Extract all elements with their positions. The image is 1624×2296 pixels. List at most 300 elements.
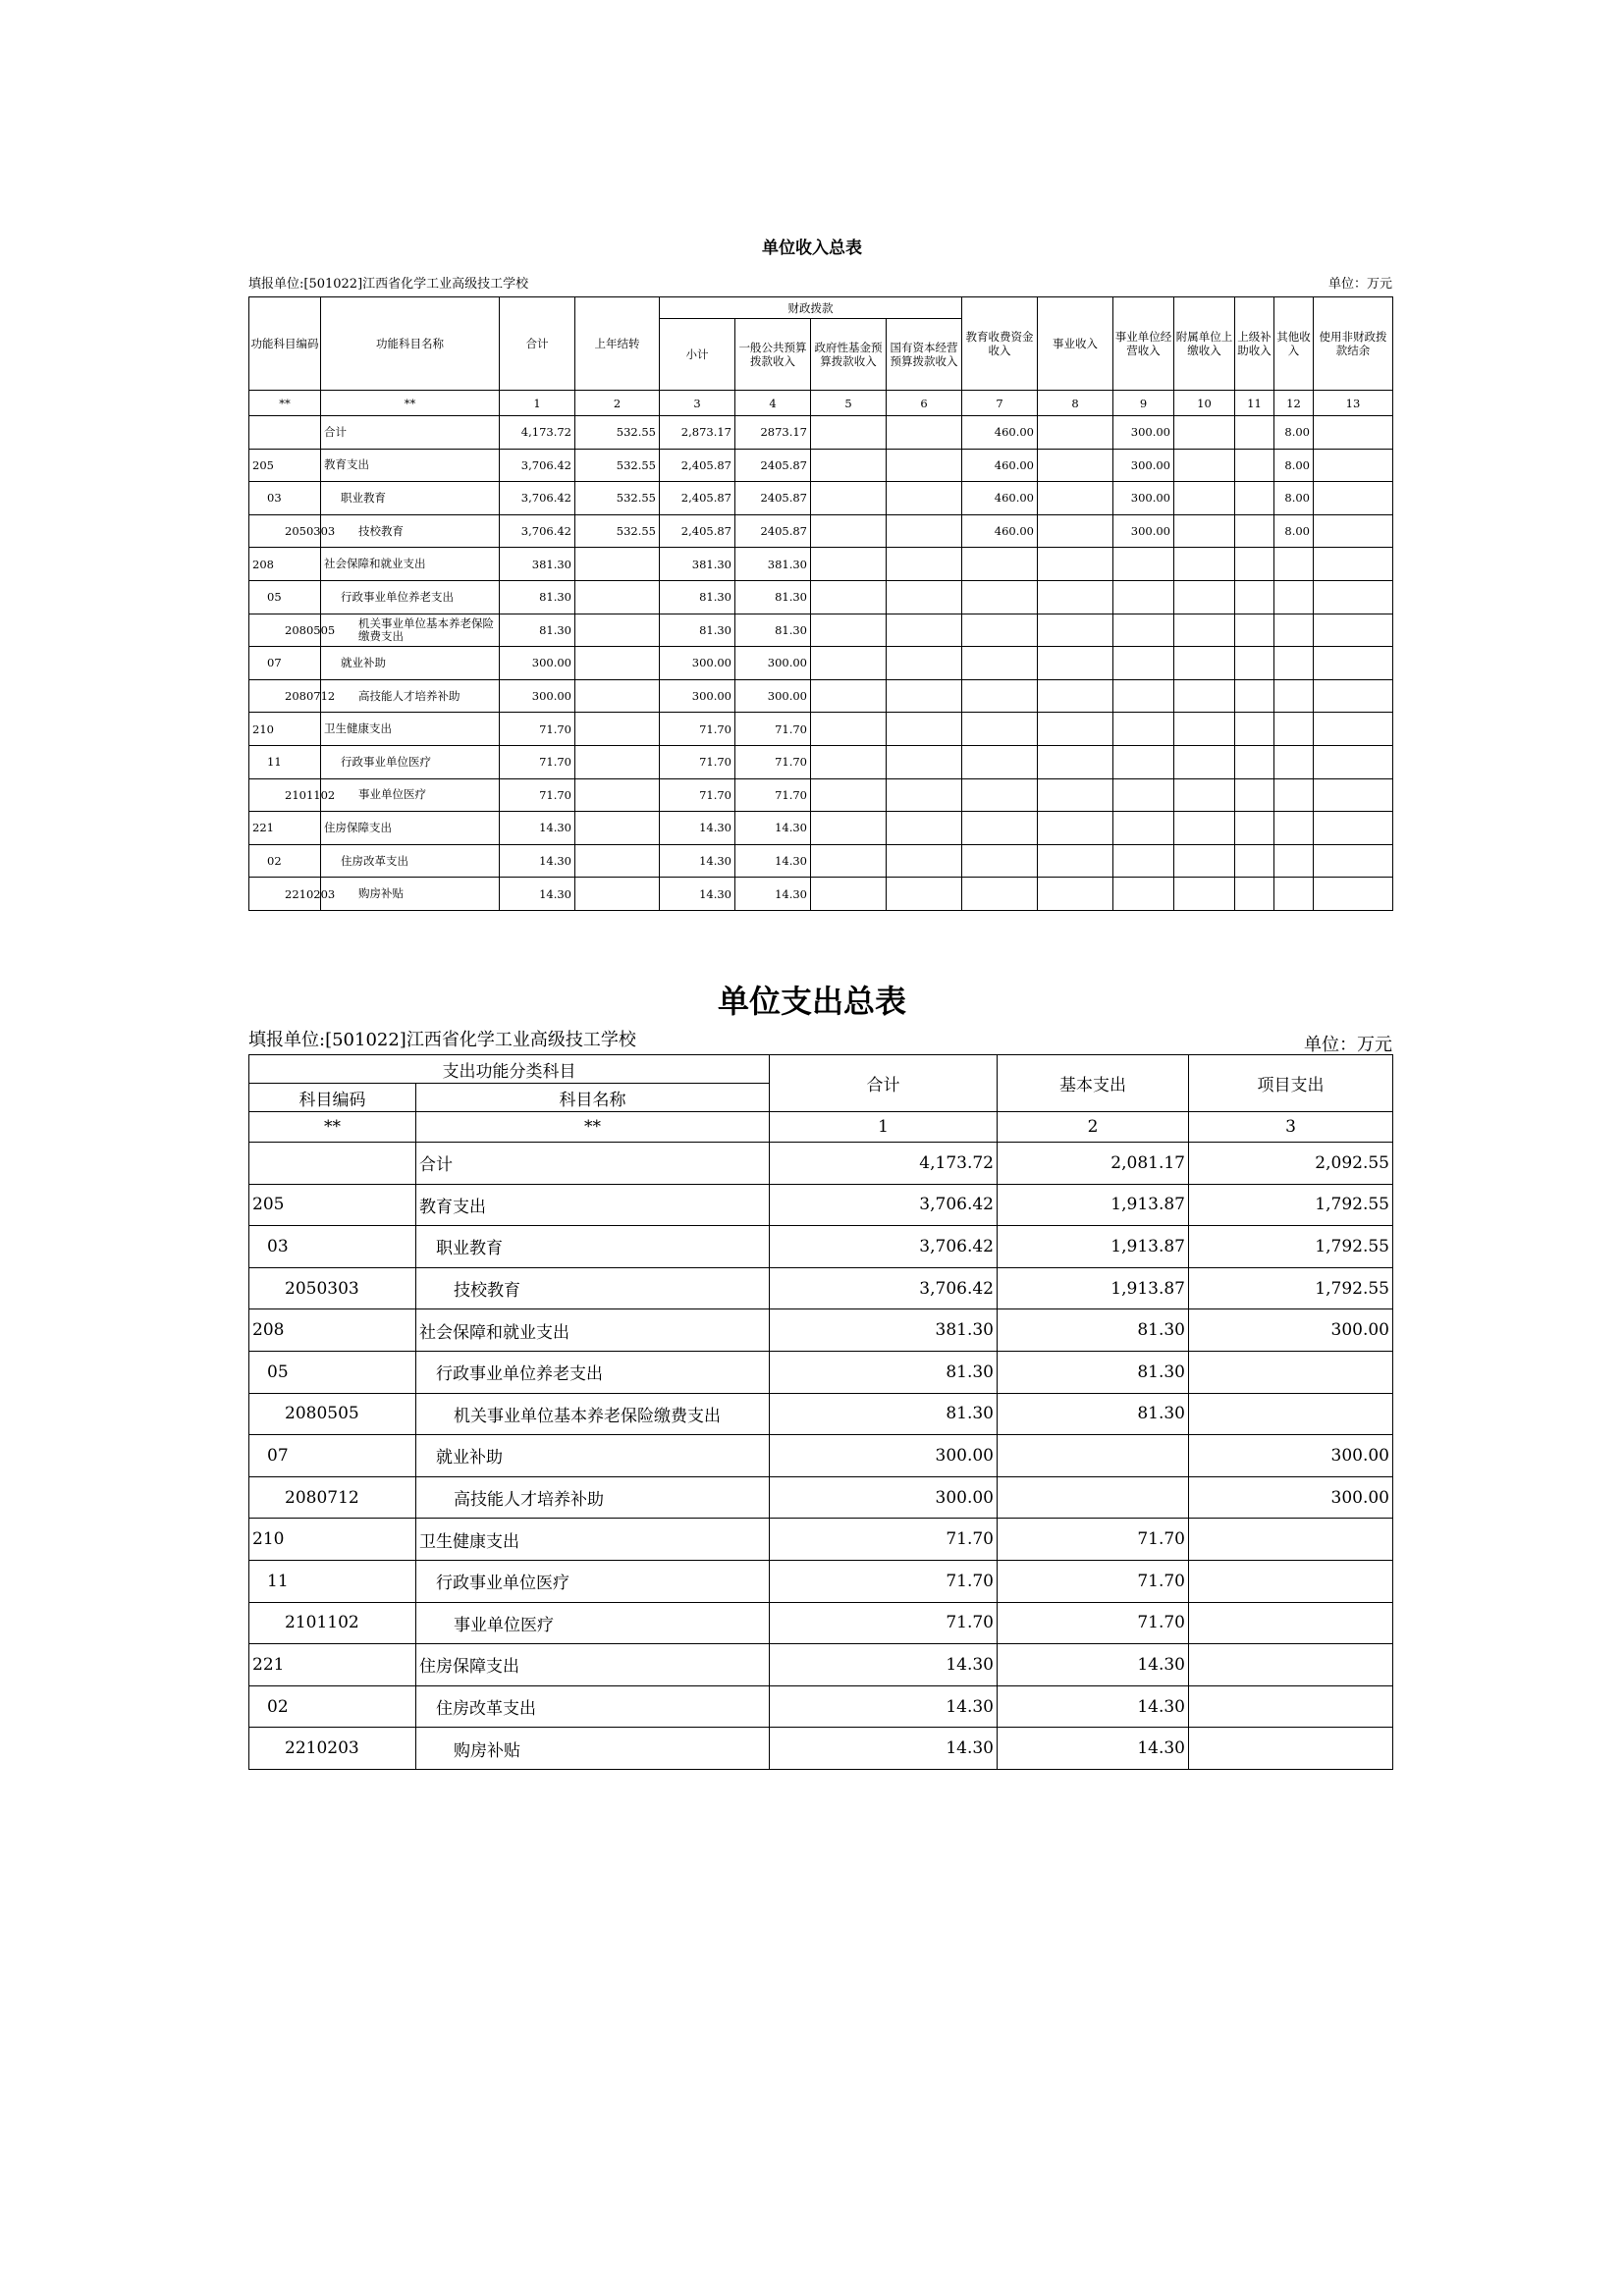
- subject-name: 购房补贴: [321, 878, 500, 911]
- expense-index-row: [249, 1112, 1393, 1143]
- amount-cell: [962, 647, 1038, 680]
- subject-name: 社会保障和就业支出: [321, 548, 500, 581]
- subject-code: 2050303: [249, 514, 321, 548]
- amount-cell: [1314, 580, 1393, 614]
- amount-cell: 71.70: [770, 1602, 998, 1644]
- subject-code: 07: [249, 1435, 416, 1477]
- subject-code: 2080505: [249, 1393, 416, 1435]
- amount-cell: [998, 1476, 1189, 1519]
- amount-cell: [1113, 812, 1174, 845]
- amount-cell: [1038, 449, 1113, 482]
- expense-reporting-unit: 填报单位:[501022]江西省化学工业高级技工学校: [248, 1030, 636, 1050]
- amount-cell: 300.00: [660, 647, 735, 680]
- amount-cell: [1314, 778, 1393, 812]
- subject-name: 技校教育: [321, 514, 500, 548]
- amount-cell: 3,706.42: [500, 449, 575, 482]
- amount-cell: [1235, 416, 1274, 450]
- amount-cell: [1314, 844, 1393, 878]
- amount-cell: 71.70: [998, 1519, 1189, 1561]
- amount-cell: 71.70: [500, 778, 575, 812]
- amount-cell: 4,173.72: [770, 1143, 998, 1185]
- amount-cell: [887, 679, 962, 713]
- subject-name: 技校教育: [416, 1267, 770, 1309]
- subject-name: 行政事业单位养老支出: [321, 580, 500, 614]
- amount-cell: [887, 844, 962, 878]
- amount-cell: [887, 548, 962, 581]
- subject-name: 卫生健康支出: [321, 713, 500, 746]
- amount-cell: [1113, 548, 1174, 581]
- table-row: [249, 778, 1393, 812]
- table-row: [249, 1309, 1393, 1352]
- amount-cell: 14.30: [735, 812, 811, 845]
- income-summary-table: [248, 296, 1393, 911]
- amount-cell: [1235, 482, 1274, 515]
- table-row: [249, 1685, 1393, 1728]
- amount-cell: [1174, 614, 1235, 647]
- amount-cell: [1189, 1351, 1393, 1393]
- amount-cell: 2,405.87: [660, 482, 735, 515]
- amount-cell: [811, 580, 887, 614]
- subject-name: 高技能人才培养补助: [416, 1476, 770, 1519]
- amount-cell: [811, 514, 887, 548]
- table-row: [249, 1351, 1393, 1393]
- amount-cell: [1113, 614, 1174, 647]
- amount-cell: [962, 812, 1038, 845]
- index-cell: **: [249, 1112, 416, 1143]
- amount-cell: [575, 580, 660, 614]
- income-header-general-budget: 一般公共预算拨款收入: [735, 319, 811, 391]
- amount-cell: [1235, 548, 1274, 581]
- amount-cell: 71.70: [998, 1560, 1189, 1602]
- amount-cell: [1235, 647, 1274, 680]
- amount-cell: 2873.17: [735, 416, 811, 450]
- index-cell: 4: [735, 391, 811, 416]
- amount-cell: [1314, 514, 1393, 548]
- subject-name: 合计: [416, 1143, 770, 1185]
- amount-cell: [962, 778, 1038, 812]
- subject-code: 205: [249, 449, 321, 482]
- amount-cell: [1189, 1393, 1393, 1435]
- amount-cell: [811, 548, 887, 581]
- subject-name: 就业补助: [416, 1435, 770, 1477]
- amount-cell: [1274, 812, 1314, 845]
- subject-code: 03: [249, 482, 321, 515]
- subject-name: 事业单位医疗: [416, 1602, 770, 1644]
- amount-cell: [1235, 812, 1274, 845]
- amount-cell: [1189, 1644, 1393, 1686]
- amount-cell: 4,173.72: [500, 416, 575, 450]
- subject-code: 208: [249, 548, 321, 581]
- amount-cell: 2405.87: [735, 514, 811, 548]
- index-cell: 2: [998, 1112, 1189, 1143]
- amount-cell: [1235, 514, 1274, 548]
- amount-cell: 14.30: [770, 1644, 998, 1686]
- amount-cell: [887, 449, 962, 482]
- subject-name: 住房改革支出: [416, 1685, 770, 1728]
- expense-header-code: 科目编码: [249, 1084, 416, 1112]
- amount-cell: 1,913.87: [998, 1267, 1189, 1309]
- amount-cell: 81.30: [735, 580, 811, 614]
- amount-cell: 71.70: [735, 713, 811, 746]
- amount-cell: [575, 878, 660, 911]
- subject-code: 210: [249, 1519, 416, 1561]
- index-cell: **: [249, 391, 321, 416]
- amount-cell: [811, 482, 887, 515]
- amount-cell: [887, 713, 962, 746]
- table-row: [249, 679, 1393, 713]
- amount-cell: [1274, 745, 1314, 778]
- table-row: [249, 514, 1393, 548]
- table-row: [249, 548, 1393, 581]
- subject-name: 职业教育: [321, 482, 500, 515]
- amount-cell: 460.00: [962, 514, 1038, 548]
- amount-cell: [1174, 482, 1235, 515]
- subject-code: 2080712: [249, 679, 321, 713]
- amount-cell: [1314, 812, 1393, 845]
- amount-cell: 381.30: [500, 548, 575, 581]
- amount-cell: [1235, 679, 1274, 713]
- amount-cell: [1189, 1728, 1393, 1770]
- amount-cell: 300.00: [770, 1476, 998, 1519]
- amount-cell: [1113, 878, 1174, 911]
- income-reporting-unit: 填报单位:[501022]江西省化学工业高级技工学校: [248, 277, 529, 292]
- table-row: [249, 1476, 1393, 1519]
- amount-cell: [1038, 878, 1113, 911]
- amount-cell: 300.00: [1113, 416, 1174, 450]
- amount-cell: 381.30: [735, 548, 811, 581]
- amount-cell: 300.00: [1113, 514, 1174, 548]
- amount-cell: [1189, 1685, 1393, 1728]
- table-row: [249, 812, 1393, 845]
- index-cell: 8: [1038, 391, 1113, 416]
- amount-cell: [887, 482, 962, 515]
- subject-code: [249, 1143, 416, 1185]
- amount-cell: 1,792.55: [1189, 1267, 1393, 1309]
- amount-cell: [887, 878, 962, 911]
- index-cell: 1: [500, 391, 575, 416]
- amount-cell: [811, 878, 887, 911]
- amount-cell: [1235, 778, 1274, 812]
- income-header-state-capital: 国有资本经营预算拨款收入: [887, 319, 962, 391]
- amount-cell: 300.00: [735, 647, 811, 680]
- subject-name: 机关事业单位基本养老保险缴费支出: [416, 1393, 770, 1435]
- amount-cell: [811, 647, 887, 680]
- amount-cell: 71.70: [500, 713, 575, 746]
- amount-cell: 71.70: [998, 1602, 1189, 1644]
- amount-cell: [1174, 812, 1235, 845]
- subject-name: 行政事业单位养老支出: [416, 1351, 770, 1393]
- amount-cell: [1235, 713, 1274, 746]
- amount-cell: 14.30: [660, 812, 735, 845]
- amount-cell: 2,092.55: [1189, 1143, 1393, 1185]
- amount-cell: [1038, 416, 1113, 450]
- amount-cell: 71.70: [660, 778, 735, 812]
- amount-cell: 1,913.87: [998, 1226, 1189, 1268]
- amount-cell: [1174, 713, 1235, 746]
- subject-code: 07: [249, 647, 321, 680]
- amount-cell: [1235, 745, 1274, 778]
- amount-cell: [1274, 580, 1314, 614]
- amount-cell: 14.30: [998, 1685, 1189, 1728]
- subject-code: 05: [249, 1351, 416, 1393]
- income-index-row: [249, 391, 1393, 416]
- expense-header-group: 支出功能分类科目: [249, 1055, 770, 1084]
- amount-cell: 2,405.87: [660, 449, 735, 482]
- amount-cell: 300.00: [735, 679, 811, 713]
- amount-cell: [1038, 580, 1113, 614]
- index-cell: **: [416, 1112, 770, 1143]
- index-cell: 2: [575, 391, 660, 416]
- amount-cell: 300.00: [770, 1435, 998, 1477]
- amount-cell: [811, 778, 887, 812]
- amount-cell: 2,873.17: [660, 416, 735, 450]
- table-row: [249, 1644, 1393, 1686]
- amount-cell: [1174, 580, 1235, 614]
- amount-cell: 14.30: [500, 812, 575, 845]
- amount-cell: [1038, 713, 1113, 746]
- amount-cell: [1113, 713, 1174, 746]
- amount-cell: 1,792.55: [1189, 1226, 1393, 1268]
- amount-cell: [1274, 548, 1314, 581]
- amount-cell: 460.00: [962, 416, 1038, 450]
- amount-cell: 71.70: [735, 778, 811, 812]
- income-header-superior: 上级补助收入: [1235, 297, 1274, 391]
- amount-cell: 14.30: [998, 1644, 1189, 1686]
- amount-cell: 81.30: [998, 1393, 1189, 1435]
- amount-cell: [887, 745, 962, 778]
- amount-cell: 381.30: [660, 548, 735, 581]
- amount-cell: [1038, 514, 1113, 548]
- table-row: [249, 844, 1393, 878]
- amount-cell: 14.30: [770, 1728, 998, 1770]
- subject-code: 208: [249, 1309, 416, 1352]
- amount-cell: [1174, 548, 1235, 581]
- amount-cell: [1174, 679, 1235, 713]
- expense-table-title: 单位支出总表: [717, 983, 906, 1020]
- amount-cell: [1189, 1560, 1393, 1602]
- amount-cell: 81.30: [998, 1351, 1189, 1393]
- amount-cell: [1113, 745, 1174, 778]
- amount-cell: [1174, 416, 1235, 450]
- amount-cell: [1113, 679, 1174, 713]
- amount-cell: 381.30: [770, 1309, 998, 1352]
- amount-cell: [962, 713, 1038, 746]
- subject-code: 2210203: [249, 1728, 416, 1770]
- subject-code: 221: [249, 812, 321, 845]
- amount-cell: [1314, 548, 1393, 581]
- amount-cell: [1314, 482, 1393, 515]
- income-header-other: 其他收入: [1274, 297, 1314, 391]
- amount-cell: 81.30: [660, 614, 735, 647]
- subject-code: 11: [249, 1560, 416, 1602]
- amount-cell: [811, 416, 887, 450]
- subject-code: 2101102: [249, 1602, 416, 1644]
- amount-cell: [1038, 614, 1113, 647]
- amount-cell: [1314, 713, 1393, 746]
- amount-cell: 300.00: [1189, 1476, 1393, 1519]
- table-row: [249, 1435, 1393, 1477]
- amount-cell: 14.30: [998, 1728, 1189, 1770]
- index-cell: 7: [962, 391, 1038, 416]
- income-header-fiscal-group: 财政拨款: [660, 297, 962, 319]
- subject-code: 02: [249, 1685, 416, 1728]
- amount-cell: 532.55: [575, 514, 660, 548]
- expense-currency-unit: 单位：万元: [1304, 1035, 1392, 1055]
- subject-code: 02: [249, 844, 321, 878]
- subject-name: 事业单位医疗: [321, 778, 500, 812]
- table-row: [249, 1267, 1393, 1309]
- index-cell: 6: [887, 391, 962, 416]
- amount-cell: 300.00: [1189, 1435, 1393, 1477]
- amount-cell: [811, 679, 887, 713]
- subject-name: 机关事业单位基本养老保险缴费支出: [321, 614, 500, 647]
- income-header-edu-fee: 教育收费资金收入: [962, 297, 1038, 391]
- amount-cell: [811, 745, 887, 778]
- amount-cell: [1314, 647, 1393, 680]
- income-currency-unit: 单位：万元: [1327, 277, 1392, 292]
- amount-cell: [1235, 844, 1274, 878]
- amount-cell: 532.55: [575, 482, 660, 515]
- income-header-total: 合计: [500, 297, 575, 391]
- table-row: [249, 449, 1393, 482]
- table-row: [249, 713, 1393, 746]
- expense-header-total: 合计: [770, 1055, 998, 1112]
- amount-cell: [1174, 878, 1235, 911]
- amount-cell: 14.30: [500, 844, 575, 878]
- index-cell: 5: [811, 391, 887, 416]
- subject-code: 2101102: [249, 778, 321, 812]
- subject-code: 210: [249, 713, 321, 746]
- table-row: [249, 1519, 1393, 1561]
- amount-cell: [1235, 449, 1274, 482]
- table-row: [249, 416, 1393, 450]
- subject-code: 05: [249, 580, 321, 614]
- amount-cell: 8.00: [1274, 514, 1314, 548]
- amount-cell: 81.30: [500, 580, 575, 614]
- amount-cell: [1235, 580, 1274, 614]
- income-table-body: [249, 416, 1393, 911]
- subject-name: 购房补贴: [416, 1728, 770, 1770]
- amount-cell: [811, 614, 887, 647]
- amount-cell: 300.00: [1189, 1309, 1393, 1352]
- amount-cell: [1174, 844, 1235, 878]
- amount-cell: 300.00: [1113, 449, 1174, 482]
- amount-cell: [962, 679, 1038, 713]
- index-cell: 12: [1274, 391, 1314, 416]
- income-header-carryover: 上年结转: [575, 297, 660, 391]
- amount-cell: [1113, 778, 1174, 812]
- amount-cell: [962, 580, 1038, 614]
- amount-cell: [1174, 778, 1235, 812]
- subject-name: 高技能人才培养补助: [321, 679, 500, 713]
- amount-cell: [1174, 449, 1235, 482]
- table-row: [249, 482, 1393, 515]
- table-row: [249, 614, 1393, 647]
- expense-header-project: 项目支出: [1189, 1055, 1393, 1112]
- amount-cell: [1274, 713, 1314, 746]
- amount-cell: [1038, 844, 1113, 878]
- subject-name: 行政事业单位医疗: [321, 745, 500, 778]
- amount-cell: 14.30: [500, 878, 575, 911]
- amount-cell: [1038, 778, 1113, 812]
- amount-cell: [1038, 548, 1113, 581]
- amount-cell: 14.30: [770, 1685, 998, 1728]
- amount-cell: [1314, 614, 1393, 647]
- amount-cell: [962, 548, 1038, 581]
- amount-cell: [811, 844, 887, 878]
- amount-cell: 460.00: [962, 449, 1038, 482]
- amount-cell: 3,706.42: [770, 1267, 998, 1309]
- amount-cell: [962, 745, 1038, 778]
- amount-cell: 3,706.42: [770, 1184, 998, 1226]
- amount-cell: [575, 548, 660, 581]
- income-header-subtotal: 小计: [660, 319, 735, 391]
- amount-cell: 71.70: [660, 745, 735, 778]
- amount-cell: 3,706.42: [770, 1226, 998, 1268]
- amount-cell: 300.00: [1113, 482, 1174, 515]
- amount-cell: 71.70: [660, 713, 735, 746]
- amount-cell: 2,405.87: [660, 514, 735, 548]
- amount-cell: [1038, 812, 1113, 845]
- amount-cell: 3,706.42: [500, 482, 575, 515]
- subject-name: 行政事业单位医疗: [416, 1560, 770, 1602]
- amount-cell: 71.70: [735, 745, 811, 778]
- subject-name: 教育支出: [321, 449, 500, 482]
- expense-header-basic: 基本支出: [998, 1055, 1189, 1112]
- subject-code: 221: [249, 1644, 416, 1686]
- index-cell: **: [321, 391, 500, 416]
- amount-cell: [1274, 679, 1314, 713]
- index-cell: 9: [1113, 391, 1174, 416]
- amount-cell: [962, 614, 1038, 647]
- amount-cell: 81.30: [500, 614, 575, 647]
- amount-cell: 300.00: [500, 647, 575, 680]
- amount-cell: [1314, 679, 1393, 713]
- amount-cell: [1038, 647, 1113, 680]
- table-row: [249, 1728, 1393, 1770]
- expense-table-body: [249, 1143, 1393, 1770]
- index-cell: 11: [1235, 391, 1274, 416]
- amount-cell: [811, 713, 887, 746]
- income-header-affiliated: 附属单位上缴收入: [1174, 297, 1235, 391]
- subject-code: 2080505: [249, 614, 321, 647]
- expense-header-name: 科目名称: [416, 1084, 770, 1112]
- expense-summary-table: [248, 1054, 1393, 1770]
- amount-cell: [811, 812, 887, 845]
- amount-cell: [1274, 614, 1314, 647]
- amount-cell: [1235, 614, 1274, 647]
- amount-cell: [1113, 844, 1174, 878]
- amount-cell: [1314, 449, 1393, 482]
- amount-cell: [1189, 1519, 1393, 1561]
- amount-cell: [1274, 844, 1314, 878]
- income-header-business: 事业收入: [1038, 297, 1113, 391]
- amount-cell: [1235, 878, 1274, 911]
- amount-cell: [1189, 1602, 1393, 1644]
- amount-cell: [1274, 778, 1314, 812]
- amount-cell: 2405.87: [735, 449, 811, 482]
- subject-name: 教育支出: [416, 1184, 770, 1226]
- amount-cell: 8.00: [1274, 416, 1314, 450]
- table-row: [249, 745, 1393, 778]
- amount-cell: [575, 679, 660, 713]
- income-header-code: 功能科目编码: [249, 297, 321, 391]
- table-row: [249, 878, 1393, 911]
- amount-cell: [1038, 679, 1113, 713]
- amount-cell: 81.30: [660, 580, 735, 614]
- amount-cell: [1314, 745, 1393, 778]
- amount-cell: [1314, 878, 1393, 911]
